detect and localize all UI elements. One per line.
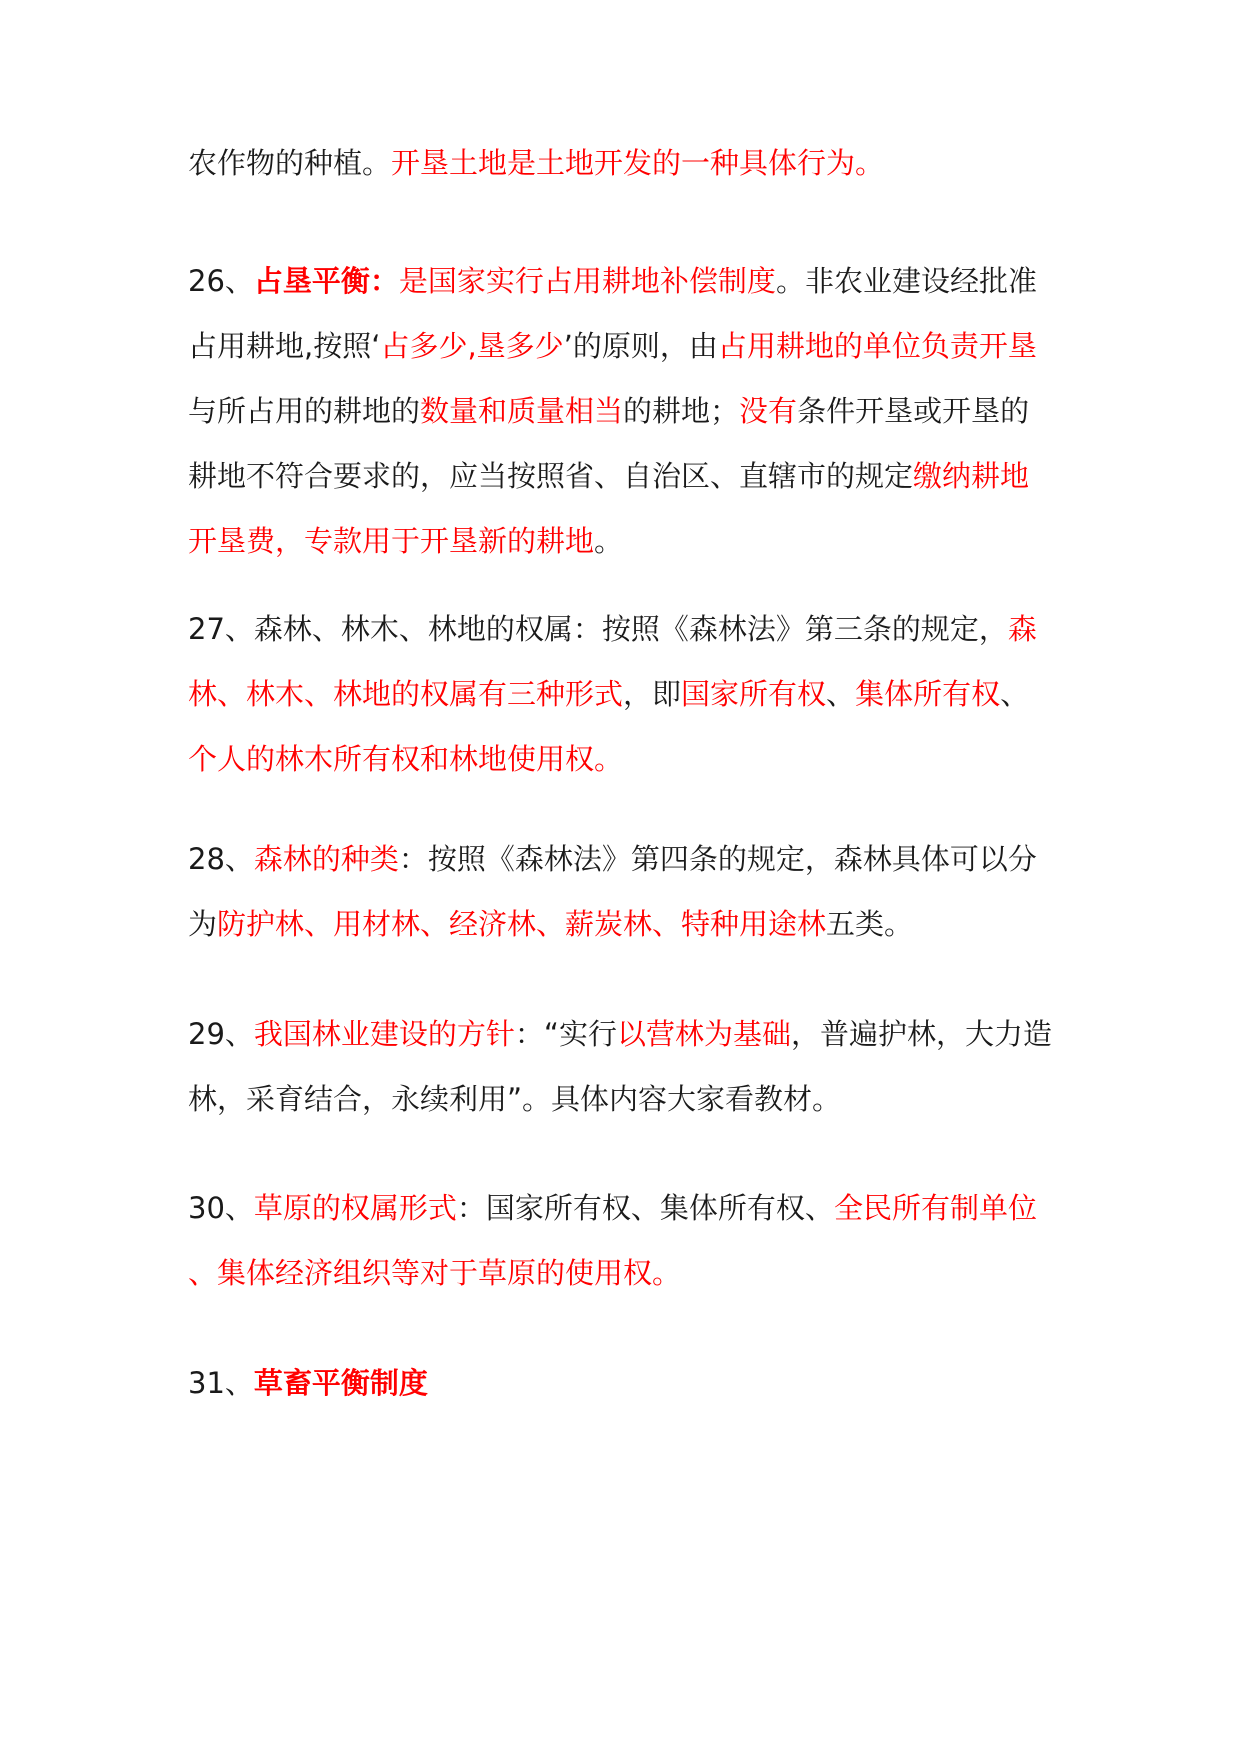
text-run: 农作物的种植。 [188, 146, 392, 180]
text-run: 27、森林、林木、林地的权属：按照《森林法》第三条的规定， [188, 612, 1008, 646]
text-line [188, 827, 1068, 892]
text-run: ：“实行 [514, 1017, 617, 1051]
highlighted-text-run: 防护林、用材林、经济林、薪炭林、特种用途林 [217, 907, 827, 941]
paragraph-29 [188, 1002, 1068, 1132]
highlighted-text-run: 全民所有制单位 [833, 1191, 1037, 1225]
text-run: ，普遍护林，大力造 [790, 1017, 1052, 1051]
highlighted-text-run: 国家所有权 [681, 677, 827, 711]
paragraph-30 [188, 1176, 1068, 1306]
highlighted-text-run: 占垦平衡： [253, 264, 399, 298]
highlighted-text-run: 缴纳耕地 [913, 459, 1030, 493]
text-line [188, 1351, 1068, 1416]
text-line [188, 892, 1068, 957]
text-run: ：国家所有权、集体所有权、 [456, 1191, 834, 1225]
highlighted-text-run: 个人的林木所有权和林地使用权。 [188, 742, 624, 776]
text-run: 耕地不符合要求的，应当按照省、自治区、直辖市的规定 [188, 459, 914, 493]
text-run: 为 [188, 907, 218, 941]
text-run: 28、 [188, 842, 254, 876]
highlighted-text-run: 森林的种类 [253, 842, 399, 876]
text-run: ，即 [623, 677, 682, 711]
text-line [188, 249, 1068, 314]
paragraph-26 [188, 249, 1068, 574]
highlighted-text-run: 我国林业建设的方针 [253, 1017, 515, 1051]
paragraph-25-tail [188, 131, 1068, 196]
text-run: 条件开垦或开垦的 [797, 394, 1030, 428]
highlighted-text-run: 森 [1007, 612, 1037, 646]
text-run: 、 [826, 677, 856, 711]
paragraph-28 [188, 827, 1068, 957]
text-line [188, 1067, 1068, 1132]
text-line [188, 314, 1068, 379]
highlighted-text-run: 是国家实行占用耕地补偿制度 [398, 264, 776, 298]
highlighted-text-run: 开垦土地是土地开发的一种具体行为。 [391, 146, 885, 180]
text-run: 五类。 [826, 907, 914, 941]
text-line [188, 1241, 1068, 1306]
text-run: 29、 [188, 1017, 254, 1051]
text-line [188, 444, 1068, 509]
text-run: 26、 [188, 264, 254, 298]
text-line [188, 509, 1068, 574]
text-run: ：按照《森林法》第四条的规定，森林具体可以分 [398, 842, 1037, 876]
text-run: 。非农业建设经批准 [775, 264, 1037, 298]
text-line [188, 379, 1068, 444]
text-line [188, 662, 1068, 727]
text-run: 、 [1000, 677, 1030, 711]
text-line [188, 1002, 1068, 1067]
text-run: 林，采育结合，永续利用”。具体内容大家看教材。 [188, 1082, 842, 1116]
text-run: 。 [594, 524, 624, 558]
highlighted-text-run: 开垦费，专款用于开垦新的耕地 [188, 524, 595, 558]
highlighted-text-run: 草原的权属形式 [253, 1191, 457, 1225]
highlighted-text-run: 草畜平衡制度 [253, 1366, 428, 1400]
text-line [188, 1176, 1068, 1241]
text-run: 与所占用的耕地的 [188, 394, 421, 428]
text-line [188, 597, 1068, 662]
text-line [188, 131, 1068, 196]
text-run: ’的原则，由 [563, 329, 718, 363]
highlighted-text-run: 没有 [739, 394, 798, 428]
text-run: 30、 [188, 1191, 254, 1225]
paragraph-27 [188, 597, 1068, 792]
text-run: 的耕地； [623, 394, 740, 428]
text-run: 占用耕地,按照‘ [188, 329, 381, 363]
highlighted-text-run: 以营林为基础 [616, 1017, 791, 1051]
paragraph-31 [188, 1351, 1068, 1416]
text-run: 31、 [188, 1366, 254, 1400]
highlighted-text-run: 林、林木、林地的权属有三种形式 [188, 677, 624, 711]
highlighted-text-run: 占多少,垦多少 [380, 329, 564, 363]
text-line [188, 727, 1068, 792]
highlighted-text-run: 集体所有权 [855, 677, 1001, 711]
highlighted-text-run: 数量和质量相当 [420, 394, 624, 428]
highlighted-text-run: 、集体经济组织等对于草原的使用权。 [188, 1256, 682, 1290]
highlighted-text-run: 占用耕地的单位负责开垦 [717, 329, 1037, 363]
